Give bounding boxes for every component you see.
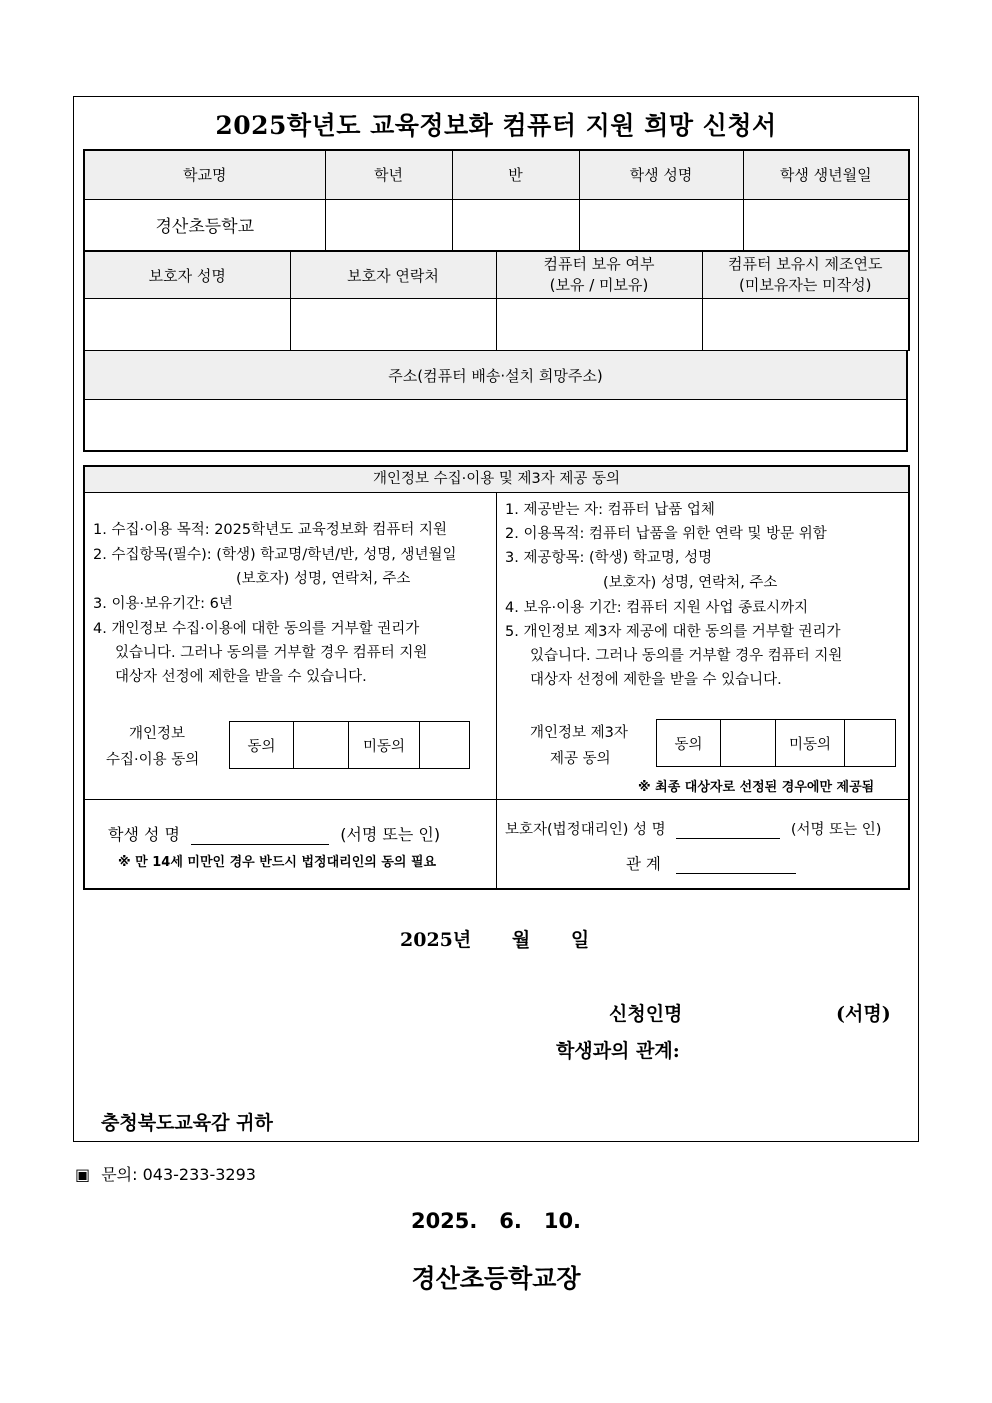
form-title: 2025학년도 교육정보화 컴퓨터 지원 희망 신청서: [215, 111, 777, 140]
left-item-1: 1. 수집·이용 목적: 2025학년도 교육정보화 컴퓨터 지원: [93, 522, 448, 538]
right-consent-options: [656, 719, 896, 767]
right-item-2: 2. 이용목적: 컴퓨터 납품을 위한 연락 및 방문 위함: [505, 526, 827, 542]
left-disagree-checkbox[interactable]: [420, 722, 470, 769]
left-disagree-label: 미동의: [349, 722, 420, 769]
left-consent-label-2: 수집·이용 동의: [106, 752, 200, 768]
left-item-2: 2. 수집항목(필수): (학생) 학교명/학년/반, 성명, 생년월일: [93, 547, 457, 563]
right-item-5b: 있습니다. 그러나 동의를 거부할 경우 컴퓨터 지원: [530, 648, 843, 664]
consent-title: 개인정보 수집·이용 및 제3자 제공 동의: [85, 467, 908, 493]
guardian-info-table: [83, 251, 910, 351]
guardian-sign-row: [505, 818, 881, 839]
square-bullet-icon: ▣: [75, 1165, 91, 1184]
address-table: [83, 350, 908, 452]
applicant-sign[interactable]: (서명): [836, 1003, 891, 1025]
student-sign-label: 학생 성 명: [108, 825, 180, 844]
left-item-3: 3. 이용·보유기간: 6년: [93, 596, 233, 612]
computer-year-field[interactable]: [702, 299, 909, 351]
header-class: 반: [452, 150, 579, 199]
right-item-5c: 대상자 선정에 제한을 받을 수 있습니다.: [530, 672, 782, 688]
consent-divider: [496, 493, 497, 889]
guardian-sign-label: 보호자(법정대리인) 성 명: [505, 822, 666, 838]
header-student-birthdate: 학생 생년월일: [743, 150, 909, 199]
header-school-name: 학교명: [84, 150, 325, 199]
applicant-relation: 학생과의 관계:: [556, 1040, 680, 1062]
right-item-3b: (보호자) 성명, 연락처, 주소: [603, 575, 778, 591]
left-consent-options: [229, 721, 470, 769]
grade-field[interactable]: [325, 199, 452, 251]
relation-line[interactable]: [676, 857, 796, 874]
relation-label: 관 계: [626, 855, 661, 873]
right-disagree-checkbox[interactable]: [845, 720, 896, 767]
guardian-contact-field[interactable]: [290, 299, 496, 351]
left-item-4c: 대상자 선정에 제한을 받을 수 있습니다.: [115, 669, 367, 685]
inquiry-text: 문의: 043-233-3293: [101, 1165, 256, 1184]
student-name-field[interactable]: [579, 199, 743, 251]
application-date: [400, 925, 589, 952]
right-item-3: 3. 제공항목: (학생) 학교명, 성명: [505, 550, 713, 566]
header-guardian-name: 보호자 성명: [84, 252, 290, 299]
date-month: 월: [511, 929, 531, 951]
student-birthdate-field[interactable]: [743, 199, 909, 251]
guardian-sign-suffix: (서명 또는 인): [790, 822, 882, 838]
guardian-name-field[interactable]: [84, 299, 290, 351]
left-agree-checkbox[interactable]: [294, 722, 349, 769]
right-item-4: 4. 보유·이용 기간: 컴퓨터 지원 사업 종료시까지: [505, 600, 809, 616]
applicant-name-label: 신청인명: [609, 1003, 683, 1025]
student-sign-suffix: (서명 또는 인): [340, 825, 441, 844]
recipient: 충청북도교육감 귀하: [101, 1112, 273, 1134]
right-item-1: 1. 제공받는 자: 컴퓨터 납품 업체: [505, 502, 715, 518]
student-age-note: ※ 만 14세 미만인 경우 반드시 법정대리인의 동의 필요: [118, 855, 437, 870]
relation-row: [626, 852, 796, 874]
footer-date: 2025. 6. 10.: [410, 1209, 582, 1233]
date-year: 2025년: [400, 929, 472, 951]
right-disagree-label: 미동의: [776, 720, 845, 767]
header-computer-year: 컴퓨터 보유시 제조연도 (미보유자는 미작성): [702, 252, 909, 299]
date-day: 일: [570, 929, 590, 951]
student-info-table: [83, 149, 910, 252]
header-student-name: 학생 성명: [579, 150, 743, 199]
computer-ownership-field[interactable]: [496, 299, 702, 351]
right-agree-checkbox[interactable]: [721, 720, 776, 767]
school-name-value[interactable]: 경산초등학교: [84, 199, 325, 251]
footer-school: 경산초등학교장: [411, 1264, 581, 1293]
right-agree-label: 동의: [657, 720, 721, 767]
right-consent-note: ※ 최종 대상자로 선정된 경우에만 제공됨: [638, 780, 875, 795]
consent-sign-divider: [85, 799, 908, 800]
class-field[interactable]: [452, 199, 579, 251]
header-grade: 학년: [325, 150, 452, 199]
address-field[interactable]: [84, 400, 907, 451]
student-sign-row: [108, 822, 440, 845]
header-computer-ownership: 컴퓨터 보유 여부 (보유 / 미보유): [496, 252, 702, 299]
left-item-4b: 있습니다. 그러나 동의를 거부할 경우 컴퓨터 지원: [115, 645, 428, 661]
right-consent-label-1: 개인정보 제3자: [530, 725, 628, 741]
guardian-sign-line[interactable]: [676, 823, 780, 839]
left-item-2b: (보호자) 성명, 연락처, 주소: [236, 571, 411, 587]
inquiry-row: [75, 1162, 256, 1185]
left-agree-label: 동의: [230, 722, 294, 769]
right-consent-label-2: 제공 동의: [550, 751, 611, 767]
student-sign-line[interactable]: [191, 828, 329, 845]
left-item-4: 4. 개인정보 수집·이용에 대한 동의를 거부할 권리가: [93, 621, 420, 637]
header-guardian-contact: 보호자 연락처: [290, 252, 496, 299]
left-consent-label-1: 개인정보: [129, 726, 186, 742]
right-item-5: 5. 개인정보 제3자 제공에 대한 동의를 거부할 권리가: [505, 624, 841, 640]
header-address: 주소(컴퓨터 배송·설치 희망주소): [84, 351, 907, 400]
